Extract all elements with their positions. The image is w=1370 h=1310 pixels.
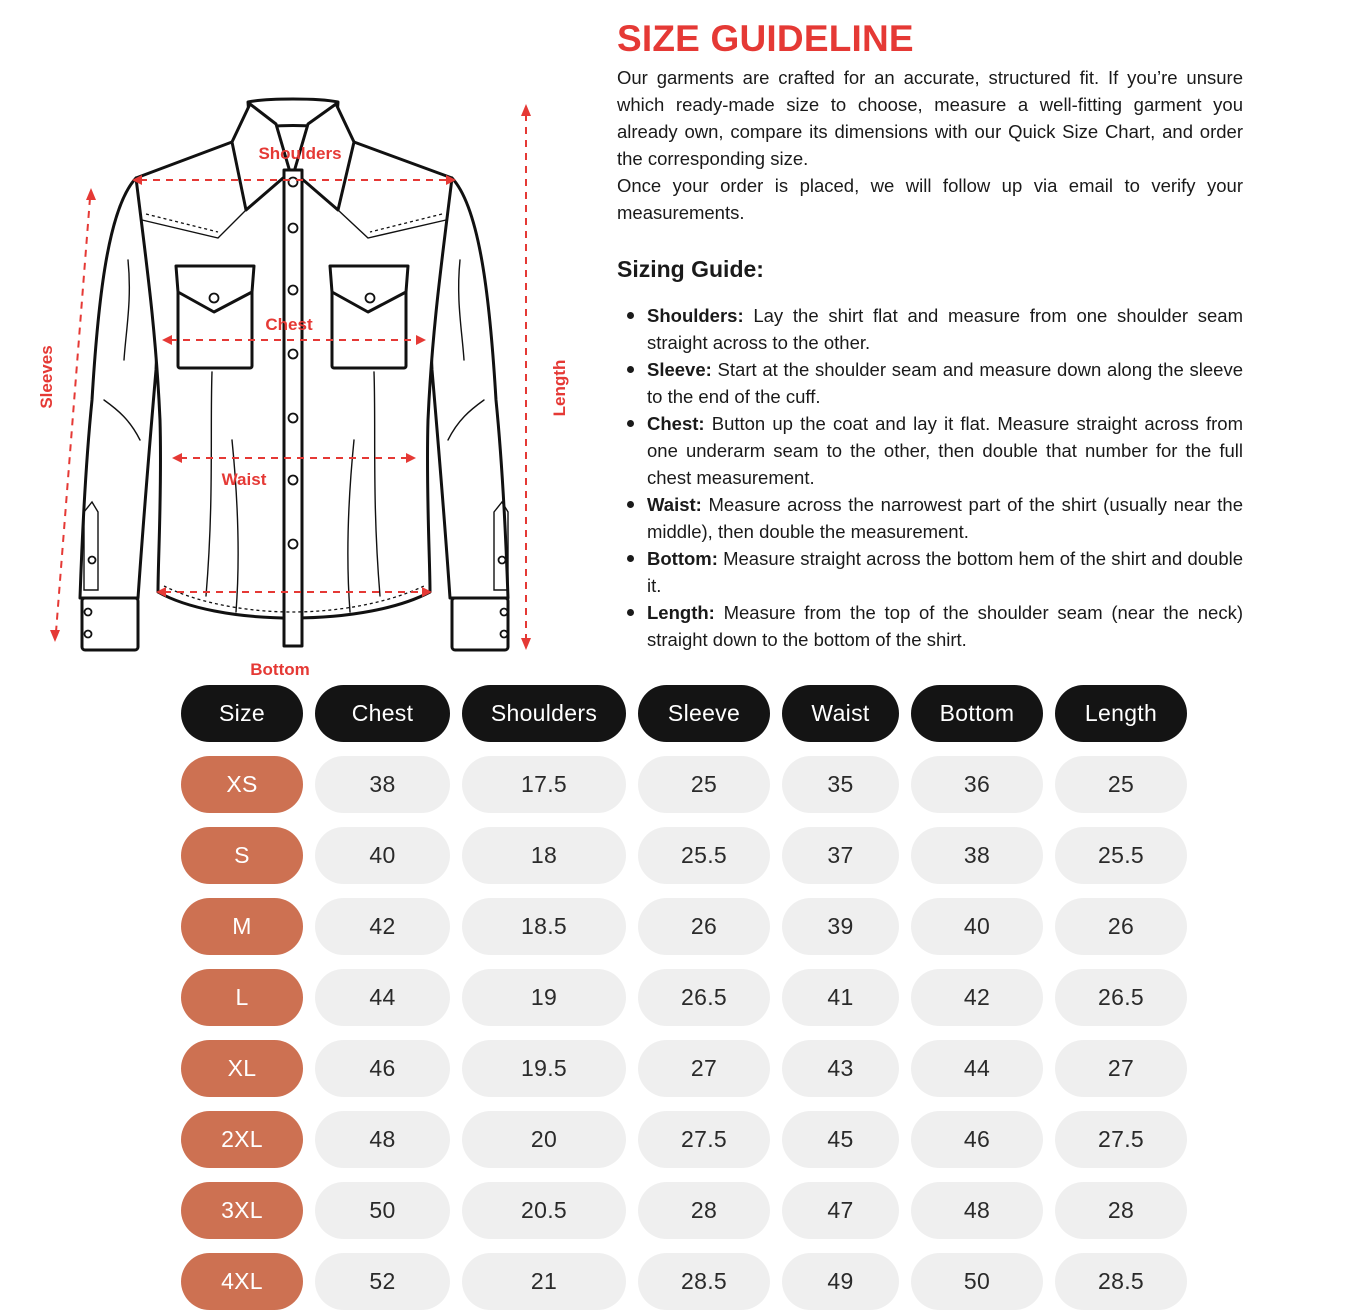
table-row <box>181 1111 1187 1168</box>
guide-term: Length: <box>647 602 715 623</box>
chest-cell: 38 <box>315 756 450 813</box>
length-cell: 28.5 <box>1055 1253 1187 1310</box>
header-bottom: Bottom <box>911 685 1043 742</box>
guide-term: Shoulders: <box>647 305 744 326</box>
waist-cell: 47 <box>782 1182 899 1239</box>
guide-term: Bottom: <box>647 548 718 569</box>
guide-item-chest <box>647 410 1243 491</box>
guide-item-sleeve <box>647 356 1243 410</box>
page-title: SIZE GUIDELINE <box>617 18 914 59</box>
intro-paragraph <box>617 64 1243 226</box>
shoulders-label: Shoulders <box>258 144 342 163</box>
bottom-cell: 46 <box>911 1111 1043 1168</box>
sleeve-cell: 25.5 <box>638 827 770 884</box>
table-row <box>181 1040 1187 1097</box>
header-size: Size <box>181 685 303 742</box>
length-cell: 25.5 <box>1055 827 1187 884</box>
size-cell: S <box>181 827 303 884</box>
waist-cell: 37 <box>782 827 899 884</box>
waist-cell: 43 <box>782 1040 899 1097</box>
chest-cell: 50 <box>315 1182 450 1239</box>
guide-term: Chest: <box>647 413 705 434</box>
waist-cell: 35 <box>782 756 899 813</box>
sizing-guide-list <box>617 302 1243 653</box>
shoulders-cell: 19 <box>462 969 626 1026</box>
waist-cell: 45 <box>782 1111 899 1168</box>
waist-label: Waist <box>221 470 267 489</box>
length-cell: 26.5 <box>1055 969 1187 1026</box>
length-label: Length <box>550 359 569 417</box>
size-guideline-panel <box>617 18 1243 653</box>
guide-text: Measure straight across the bottom hem of the shirt and double it. <box>647 548 1244 596</box>
shoulders-cell: 18.5 <box>462 898 626 955</box>
table-header-row <box>181 685 1187 742</box>
length-cell: 28 <box>1055 1182 1187 1239</box>
chest-cell: 42 <box>315 898 450 955</box>
guide-term: Sleeve: <box>647 359 712 380</box>
waist-cell: 41 <box>782 969 899 1026</box>
bottom-cell: 44 <box>911 1040 1043 1097</box>
chest-cell: 52 <box>315 1253 450 1310</box>
size-cell: L <box>181 969 303 1026</box>
length-measurement <box>521 104 531 650</box>
bottom-cell: 48 <box>911 1182 1043 1239</box>
size-cell: 4XL <box>181 1253 303 1310</box>
table-row <box>181 756 1187 813</box>
size-cell: 3XL <box>181 1182 303 1239</box>
sleeve-cell: 25 <box>638 756 770 813</box>
chest-cell: 46 <box>315 1040 450 1097</box>
sleeve-cell: 26 <box>638 898 770 955</box>
size-cell: M <box>181 898 303 955</box>
shoulders-cell: 20 <box>462 1111 626 1168</box>
shoulders-cell: 19.5 <box>462 1040 626 1097</box>
shoulders-cell: 17.5 <box>462 756 626 813</box>
sleeve-cell: 28 <box>638 1182 770 1239</box>
chest-cell: 48 <box>315 1111 450 1168</box>
guide-text: Start at the shoulder seam and measure down along the sleeve to the end of the cuff. <box>647 359 1243 407</box>
sizing-guide-heading: Sizing Guide: <box>617 256 764 282</box>
guide-item-shoulders <box>647 302 1243 356</box>
size-cell: XS <box>181 756 303 813</box>
guide-term: Waist: <box>647 494 702 515</box>
header-chest: Chest <box>315 685 450 742</box>
guide-item-waist <box>647 491 1243 545</box>
shirt-drawing <box>80 99 508 650</box>
bottom-cell: 38 <box>911 827 1043 884</box>
length-cell: 25 <box>1055 756 1187 813</box>
size-cell: XL <box>181 1040 303 1097</box>
header-shoulders: Shoulders <box>462 685 626 742</box>
length-cell: 26 <box>1055 898 1187 955</box>
waist-cell: 39 <box>782 898 899 955</box>
chest-cell: 44 <box>315 969 450 1026</box>
bottom-cell: 36 <box>911 756 1043 813</box>
sleeve-cell: 26.5 <box>638 969 770 1026</box>
table-row <box>181 969 1187 1026</box>
length-cell: 27.5 <box>1055 1111 1187 1168</box>
table-row <box>181 827 1187 884</box>
intro-text-2: Once your order is placed, we will follow up via email to verify your measurements. <box>617 175 1243 223</box>
shoulders-cell: 20.5 <box>462 1182 626 1239</box>
intro-text-1: Our garments are crafted for an accurate, structured fit. If you’re unsure which ready-made size to choose, measure a well-fitting garment you already own, compare its dimensions with our Quick Size Chart, and order the corresponding size. <box>617 67 1243 169</box>
table-row <box>181 1182 1187 1239</box>
header-length: Length <box>1055 685 1187 742</box>
guide-text: Measure from the top of the shoulder seam (near the neck) straight down to the bottom of the shirt. <box>647 602 1244 650</box>
guide-item-length <box>647 599 1243 653</box>
size-chart-table <box>181 685 1187 1310</box>
header-sleeve: Sleeve <box>638 685 770 742</box>
size-cell: 2XL <box>181 1111 303 1168</box>
bottom-label: Bottom <box>250 660 310 679</box>
table-row <box>181 898 1187 955</box>
bottom-cell: 40 <box>911 898 1043 955</box>
header-waist: Waist <box>782 685 899 742</box>
sleeve-cell: 28.5 <box>638 1253 770 1310</box>
table-row <box>181 1253 1187 1310</box>
guide-text: Lay the shirt flat and measure from one shoulder seam straight across to the other. <box>647 305 1243 353</box>
shoulders-cell: 18 <box>462 827 626 884</box>
guide-item-bottom <box>647 545 1243 599</box>
sleeve-cell: 27.5 <box>638 1111 770 1168</box>
shoulders-cell: 21 <box>462 1253 626 1310</box>
length-cell: 27 <box>1055 1040 1187 1097</box>
bottom-cell: 50 <box>911 1253 1043 1310</box>
bottom-cell: 42 <box>911 969 1043 1026</box>
sleeve-cell: 27 <box>638 1040 770 1097</box>
guide-text: Button up the coat and lay it flat. Measure straight across from one underarm seam to the other, then double that number for the full chest measurement. <box>647 413 1243 488</box>
waist-cell: 49 <box>782 1253 899 1310</box>
guide-text: Measure across the narrowest part of the shirt (usually near the middle), then double the measurement. <box>647 494 1244 542</box>
shirt-measurement-diagram <box>0 0 600 690</box>
sleeves-label: Sleeves <box>37 345 56 409</box>
chest-label: Chest <box>265 315 313 334</box>
chest-cell: 40 <box>315 827 450 884</box>
